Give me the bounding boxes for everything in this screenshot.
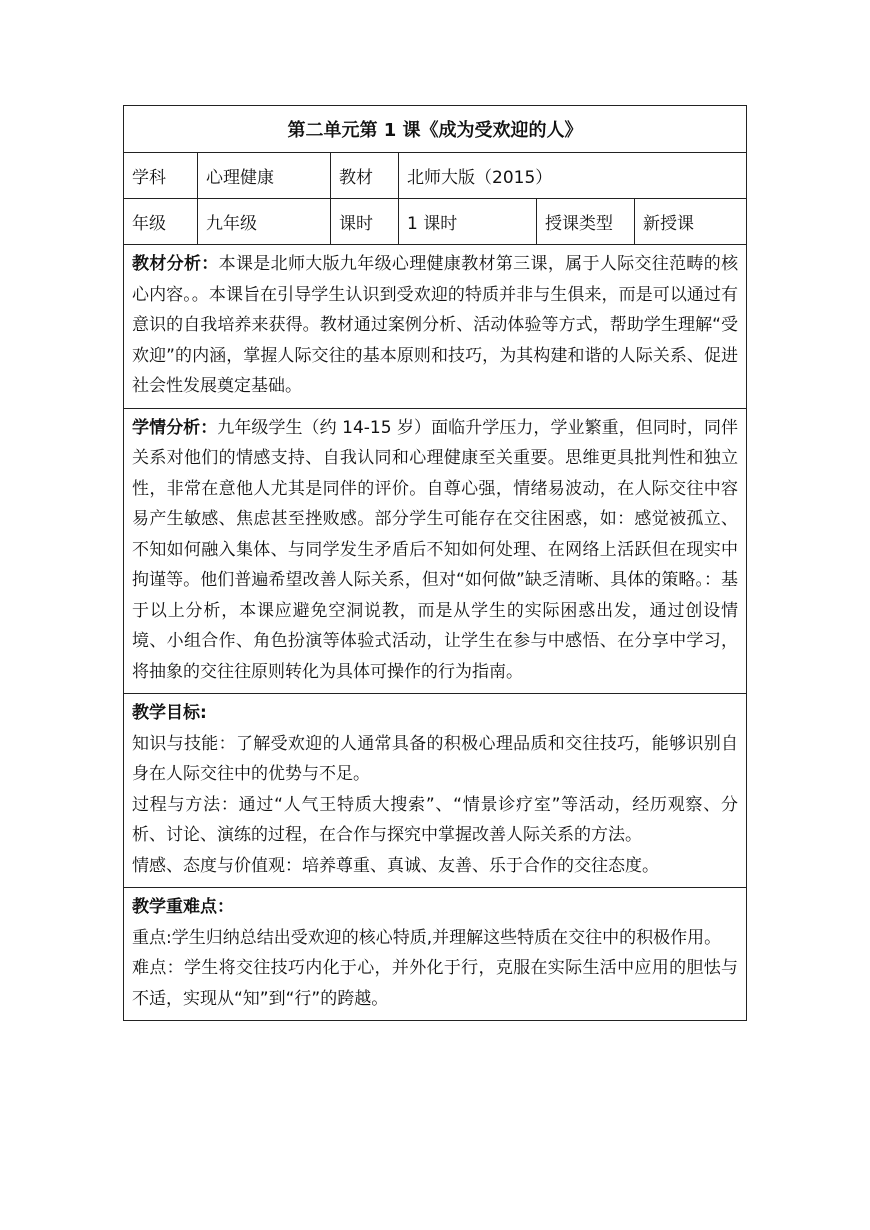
key-point: 重点:学生归纳总结出受欢迎的核心特质,并理解这些特质在交往中的积极作用。 <box>132 927 722 948</box>
objective-knowledge: 知识与技能：了解受欢迎的人通常具备的积极心理品质和交往技巧，能够识别自身在人际交往中的优势与不足。 <box>132 733 739 784</box>
textbook-analysis-text: 本课是北师大版九年级心理健康教材第三课，属于人际交往范畴的核心内容。。本课旨在引导学生认识到受欢迎的特质并非与生俱来，而是可以通过有意识的自我培养来获得。教材通过案例分析、活动体验等方式，帮助学生理解“受欢迎”的内涵，掌握人际交往的基本原则和技巧，为其构建和谐的人际关系、促进社会性发展奠定基础。 <box>132 254 739 396</box>
textbook-label: 教材 <box>331 153 399 199</box>
grade-value: 九年级 <box>198 199 331 245</box>
subject-value: 心理健康 <box>198 153 331 199</box>
key-difficult-points-section <box>124 888 747 1021</box>
lesson-plan-document <box>123 105 746 1021</box>
lesson-type-label: 授课类型 <box>537 199 635 245</box>
objective-emotion: 情感、态度与价值观：培养尊重、真诚、友善、乐于合作的交往态度。 <box>132 855 659 876</box>
textbook-analysis-label: 教材分析： <box>132 254 219 274</box>
textbook-analysis-section <box>124 245 747 409</box>
hours-value: 1 课时 <box>399 199 537 245</box>
subject-label: 学科 <box>124 153 198 199</box>
lesson-type-value: 新授课 <box>635 199 747 245</box>
grade-label: 年级 <box>124 199 198 245</box>
objective-process: 过程与方法：通过“人气王特质大搜索”、“情景诊疗室”等活动，经历观察、分析、讨论、演练的过程，在合作与探究中掌握改善人际关系的方法。 <box>132 794 739 845</box>
lesson-plan-table <box>123 105 747 1021</box>
learner-analysis-label: 学情分析： <box>132 417 218 438</box>
difficult-point: 难点：学生将交往技巧内化于心，并外化于行，克服在实际生活中应用的胆怯与不适，实现从“知”到“行”的跨越。 <box>132 958 739 1009</box>
learner-analysis-text: 九年级学生（约 14-15 岁）面临升学压力，学业繁重，但同时，同伴关系对他们的情感支持、自我认同和心理健康至关重要。思维更具批判性和独立性，非常在意他人尤其是同伴的评价。自尊心强，情绪易波动，在人际交往中容易产生敏感、焦虑甚至挫败感。部分学生可能存在交往困惑，如：感觉被孤立、不知如何融入集体、与同学发生矛盾后不知如何处理、在网络上活跃但在现实中拘谨等。他们普遍希望改善人际关系，但对“如何做”缺乏清晰、具体的策略。：基于以上分析，本课应避免空洞说教，而是从学生的实际困惑出发，通过创设情境、小组合作、角色扮演等体验式活动，让学生在参与中感悟、在分享中学习，将抽象的交往往原则转化为具体可操作的行为指南。 <box>132 417 739 682</box>
document-title: 第二单元第 1 课《成为受欢迎的人》 <box>124 106 747 153</box>
teaching-objectives-label: 教学目标: <box>132 703 207 723</box>
key-difficult-points-label: 教学重难点： <box>132 897 234 917</box>
teaching-objectives-section <box>124 694 747 888</box>
learner-analysis-section <box>124 408 747 694</box>
textbook-value: 北师大版（2015） <box>399 153 747 199</box>
hours-label: 课时 <box>331 199 399 245</box>
